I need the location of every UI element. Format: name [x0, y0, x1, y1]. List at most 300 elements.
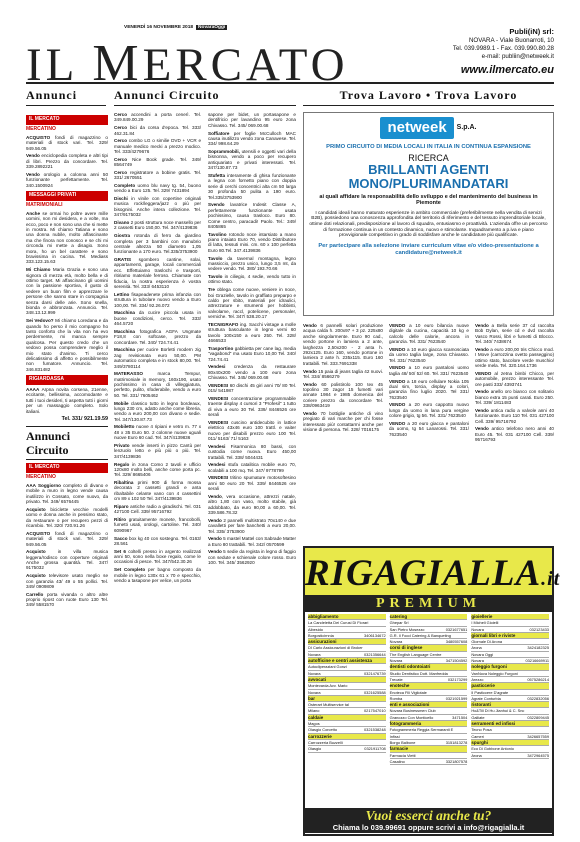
- entry-phone: 3321807578: [445, 758, 468, 764]
- ad-lead: TECNIGRAFO: [208, 321, 239, 327]
- entry-name: fotogrammeria: [389, 721, 422, 727]
- entry-name: Granozzo Con Monticello: [389, 714, 434, 720]
- ad-text: 5 mastel Mattel con Sabrade Matter a Euro 80 trattabili. Tel. 342/ 0570599: [208, 536, 296, 547]
- classified-ad: [208, 420, 296, 442]
- classified-ad: [208, 322, 296, 344]
- classified-ad: [114, 347, 201, 369]
- ad-text: 70 bottiglie antiche di vino pregiato di vari marche per chi fosse interessato più! contattarmi anche per visione di persona. Tel. 328/ 7016175: [303, 410, 383, 433]
- ad-lead: Vendo: [475, 407, 489, 413]
- netweek-logo: [309, 117, 548, 139]
- classified-ad: [208, 256, 296, 272]
- ad-text: combo LG o similie DVD + VCR e manuale medico mecki a prezzo modico. Tel. 333/4279676: [114, 138, 201, 155]
- entry-phone: 3472964575: [527, 752, 549, 758]
- ad-text: interamente di ghisa funzionante a legna con fornetto piano con doppia serie di cerchi concentrici alta cm 50 larga 30 profonda 50 pulita a 190 euro. Tel.335/3753900: [208, 172, 296, 200]
- ad-text: gabbietta per cane lag. media "vagabond" ma usato Euro 10,00 Tel. 340/ 724.74.41: [208, 345, 296, 362]
- ad-lead: Soprammobili,: [208, 149, 240, 155]
- ad-lead: Privato: [114, 442, 130, 448]
- entry-name: Albesido: [308, 626, 323, 632]
- ad-text: lavatrice Indesit Classe A, perfettamente funzionante usata pochissimo, causa trasloco. Euro 80. Come centro, paracadi! Paolo. Tel.: 349/ 8405865: [208, 202, 296, 229]
- entry-name: assicurazioni: [308, 639, 337, 645]
- ad-text: da cucire piccola usata in buone condizioni, cerco. Tel. 333/ 464.5720: [114, 310, 201, 327]
- entry-name: Arona: [471, 752, 482, 758]
- entry-name: Novara: [471, 626, 484, 632]
- ad-text: completo di divano e mobile a muro in legno vende causa inutilizzo in Cossato, come nuovo, da privato. Tel. 349/ 6576445: [26, 482, 108, 505]
- classified-ad: [114, 549, 201, 565]
- ad-lead: Tavolino: [208, 231, 227, 237]
- ad-lead: Giostra: [114, 233, 131, 239]
- entry-phone: 0322809445: [527, 714, 549, 720]
- ad-text: a 18 euro cellulare Nokia 105 dual sim, torcia, display a colori, garanzia fino luglio 2020. Tel 331/ 7623540: [389, 378, 469, 400]
- ad-text: oblega come nuove, veniere in noce, boi Grazielle, tavolo in graffiato preparpo e caldo per sbito, materiali per idraulici, attrezzature e strumenti per hobbisti, valvolame, raccl, potelicene, personaler, verniche. Tel. 347/ 538.20.17: [208, 287, 296, 320]
- classified-ad: [389, 365, 469, 376]
- ad-headline: BRILLANTI AGENTI MONO/PLURIMANDATARI: [348, 162, 509, 192]
- ad-lead: Cerco: [114, 138, 128, 144]
- entry-name: Novara: [471, 658, 484, 664]
- ad-lead: Dischi: [114, 196, 128, 202]
- entry-name: catering: [389, 614, 408, 619]
- classified-ad: [389, 379, 469, 401]
- ad-text: concentrazione programmabile traente display 4 cursori 3 "Profesil" 1 tutto di viva a euro 30 Tel. 339/ 8446526 ore serali: [208, 395, 296, 418]
- entry-name: Trecate: [389, 676, 403, 682]
- entry-phone: 0321625588: [364, 689, 386, 695]
- ad-lead: Carrello: [26, 591, 44, 597]
- ad-text: a euro 200,00 tris Chicco mod. I Move (carrozzina ovetto passeggino) ottimo stato, bacolore verde muschio/ verde mela. Tel. 320.164.1736: [475, 346, 554, 369]
- ad-lead: Vendo: [208, 549, 222, 555]
- classified-ad: [26, 135, 108, 151]
- classified-ad: [475, 389, 554, 405]
- classified-ad: [208, 287, 296, 319]
- classified-ad: [26, 211, 108, 265]
- ad-lead: Mobiletto: [114, 424, 135, 430]
- ad-text: se ormai ho poltre avere mille uomini, non mi desidera, e a volte, ma ecco, poco e non sono una che si mette in mostra. Mi chiamo Tatiana e sono una donna nubile, molto affascinante ma che finora non conosco e se chi mi circonda mi mette a disagio. Sono mora, ho un bel carattere e sono bravissima in cucina. Tel. Mediass 333.123.15.63: [26, 210, 108, 265]
- ad-text: in zona Como 2 tavoli e ufficio 120x80 molto belli, anche come porta pc. Tel. 329/ 8665406: [114, 461, 201, 478]
- classified-ad: [208, 364, 296, 380]
- ad-text: in vinile con copertine originali musica rock/leggera/jazz o più per bisognini. Anche intera collezione. Tel. 347/9175032: [114, 196, 201, 218]
- classified-ad: [389, 402, 469, 418]
- ad-text: antica radio a valvole anni 40 funzionante. Euro 110 Tel. 031 427100 Cell. 339/ 95716792: [475, 407, 554, 424]
- ad-text: 2 pannelli multistrato 70x140 e due cavalletti per fare banchetti a euro 20,00. Tel. 335/ 3753900: [208, 517, 296, 534]
- entry-name: Arezzo: [471, 676, 484, 682]
- ad-lead: VENDO: [389, 365, 406, 371]
- ad-lead: Mobile: [114, 400, 129, 406]
- entry-name: Arona: [471, 645, 482, 651]
- classified-ad: [475, 371, 554, 387]
- ad-lead: VENDO: [389, 378, 406, 384]
- entry-name: Carrozzeria Buzzelli: [308, 739, 343, 745]
- ad-lead: Tavolo: [208, 255, 223, 261]
- entry-name: Tecno Posa: [471, 727, 492, 733]
- entry-name: Borgo Balbone: [389, 739, 416, 745]
- entry-name: carrozzerie: [308, 733, 332, 739]
- classified-ad: [114, 424, 201, 440]
- entry-name: corsi di inglese: [389, 645, 423, 651]
- category-label: MERCATINO: [26, 125, 56, 132]
- classified-ad: [114, 183, 201, 194]
- directory-entry: [308, 746, 386, 752]
- ad-text: anello oro bianco con solitario bianco extra 15 punti carati. Euro 250. Tel. 339/ 1811483: [475, 389, 554, 406]
- entry-phone: 0321476739: [364, 670, 386, 676]
- ad-lead: Stufetta: [208, 172, 226, 178]
- directory-column: [308, 614, 386, 806]
- classified-ad: [114, 462, 201, 478]
- classified-ad: [114, 517, 201, 533]
- entry-name: Novara: [389, 639, 403, 645]
- ad-lead: Vendo: [475, 426, 489, 432]
- ad-lead: VENDO: [389, 323, 406, 328]
- ad-lead: Lettino: [114, 291, 130, 297]
- ad-text: 60 dischi 45 giri anni 70/ 80 Tel. 015/ 541987: [208, 382, 296, 394]
- issue-date: [124, 25, 227, 31]
- classified-ad: [114, 329, 201, 345]
- entry-name: Studio Dentistico Dott. Manfredda: [389, 670, 448, 676]
- ad-text: box kg 40 con sostegno. Tel. 0163/ 28.561: [114, 535, 201, 546]
- entry-name: Novara Oggi: [471, 651, 494, 657]
- ad-text: rotonda di ferro da giardino completa per 3 bambini con manubrio centrale altezza 50 diametro 1,05 funzionante a 170 euro. Tel.335/3753900: [114, 233, 201, 255]
- classified-ad: [303, 369, 383, 380]
- ad-text: sapone per bidet, un portasapone e dentifricio per lavandino 95 euro zona Chivasso. Tel. 345/ 069.00.68: [208, 112, 296, 128]
- classified-ad: [208, 536, 296, 547]
- entry-phone: 032123433: [529, 626, 549, 632]
- category-label: MERCATINO: [26, 473, 56, 480]
- ad-text: utensili e oggetti vari della bisnonna, vendo a poco per recupero antiquariato e privati interessati. Tel. 347/130.87.73: [208, 149, 296, 171]
- entry-name: I Micheli Gioielli: [471, 620, 499, 626]
- ad-text: bici da corsa d'epoca. Tel. 333/ 462.31.84: [114, 125, 201, 136]
- entry-name: Agrate Conturbia: [471, 695, 501, 701]
- classified-ad: [26, 592, 108, 608]
- entry-name: Casalino: [389, 758, 405, 764]
- classified-ad: [208, 202, 296, 229]
- ad-lead: Macchina: [114, 328, 135, 334]
- ad-cta[interactable]: Per partecipare alla selezione inviare curriculum vitae e/o video-presentazione a candidature@netweek.it: [318, 242, 539, 256]
- phone-callout: Tel. 331/ 921.19.59: [61, 416, 108, 423]
- entry-phone: 3471504592: [445, 658, 468, 664]
- edition-badge: NovaraOggi: [198, 25, 226, 30]
- publisher-phone: Tel. 039.9989.1 - Fax. 039.990.80.28: [452, 44, 554, 52]
- entry-name: The English Language Centre: [389, 651, 442, 657]
- entry-name: Il Pasticcere D'agrate: [471, 689, 509, 695]
- ad-lead: Acquisto: [26, 549, 46, 555]
- ad-lead: Trasportino: [208, 345, 234, 351]
- entry-name: farmacie: [389, 746, 409, 752]
- ad-lead: Completo: [114, 182, 136, 188]
- column-5: [389, 323, 469, 543]
- classified-ad: [208, 346, 296, 362]
- ad-text: per bagno composto da mobile in legno 130x 61 x 70 e specchio, vendo a tasapone per velice, un porta: [114, 567, 201, 583]
- entry-name: Novara: [308, 689, 321, 695]
- category-bar: IL MERCATO: [26, 115, 108, 125]
- entry-name: Novara: [308, 651, 321, 657]
- ad-lead: AAAA: [26, 387, 40, 393]
- entry-name: Eco Di Gobbone Antonio: [471, 746, 514, 752]
- ad-text: 2 posti struttura noce massello per 2 cassetti Euro 150,00. Tel. 347/4139836: [114, 219, 201, 231]
- entry-name: enoteche: [389, 683, 410, 689]
- ad-text: biciclette vecchie modelli uomo e donna anche in pessimo stato, da restaurare o per recupero pezzi di ricambio. Tel. 320/ 720.91.26: [26, 506, 108, 529]
- entry-name: Milano: [308, 708, 320, 714]
- classified-ad: [208, 173, 296, 200]
- ad-text: accendini a porta cenerì. Tel. 349.849.00.29: [114, 112, 201, 123]
- ad-lead: Cerco: [114, 125, 128, 131]
- ad-lead: Set Completo: [114, 567, 146, 573]
- ad-lead: Macchina: [114, 310, 135, 316]
- entry-name: Romba: [389, 695, 403, 701]
- ad-lead: Vendesi: [208, 462, 226, 468]
- ad-ricerca: RICERCA: [408, 152, 449, 163]
- ad-lead: Sei Vedovo?: [26, 318, 54, 324]
- netweek-logo-mark: netweek: [380, 117, 453, 139]
- entry-name: Magos: [308, 721, 320, 727]
- ad-text: cuscino antidecubito in lattice elettrico 43x46 euro 100 trattl. e vaiter nuovo per disabili prezzo euro 100 Tel. 011/ 5163/ 71/ 5163: [208, 419, 296, 442]
- column-4: [303, 323, 383, 543]
- ad-lead: Soffiatore: [208, 130, 230, 136]
- column-3: [208, 112, 296, 837]
- ad-lead: Vendo: [475, 389, 489, 395]
- ad-text: 5 sedie da regista in legno di faggio con sedute e schienale colore rosso. Euro 100. Tel. 345/ 3562920: [208, 549, 296, 566]
- logo-il: IL: [26, 39, 77, 91]
- rigagialla-contact[interactable]: Chiama lo 039.99691 oppure scrivi a info@rigagialla.it: [305, 823, 552, 833]
- entry-name: dentisti odontoiatri: [389, 664, 431, 670]
- issue-date-text: VENERDÌ 16 NOVEMBRE 2018: [124, 25, 194, 30]
- entry-name: giornali libri e riviste: [471, 632, 516, 638]
- ad-text: fondi di magazzino o materiali di stock vari. Tel. 329/ 949.56.05: [26, 134, 108, 151]
- entry-phone: 3406134672: [364, 632, 386, 638]
- classified-ad: [475, 347, 554, 369]
- entry-name: Fotogrammeria Reggia Sermaranti E: [389, 727, 454, 733]
- ad-lead: Svendo: [208, 202, 225, 208]
- entry-name: Infissi: [389, 733, 400, 739]
- rigagialla-suffix: .it: [541, 568, 561, 590]
- ad-lead: AAA Soggiorno: [26, 482, 61, 488]
- classified-ad: [26, 153, 108, 169]
- ad-lead: Cerco: [114, 169, 128, 175]
- category-bar: IL MERCATO: [26, 463, 108, 473]
- ad-lead: VENDESI: [208, 395, 229, 401]
- classified-ad: [208, 494, 296, 516]
- classified-ad: [26, 387, 108, 414]
- column-2: [114, 112, 201, 837]
- column-1: [26, 112, 108, 837]
- classified-ad: [26, 531, 108, 547]
- ad-lead: VENDESI: [208, 382, 229, 388]
- ad-text: Maria Grazia e sono una signora di mezza età, molto bella e di ottimo target. Mi affascinano gli uomini con la passione sportiva, il gusto di vedere un buon film e apprezzare le persone che sanno stare in compagnia senza darsi delle arie. Sono snella, bionda e abbronzata. Annuncio. Tel. 348.13.12.999: [26, 267, 108, 316]
- entry-name: Olasgio: [308, 746, 322, 752]
- classified-ad: [475, 323, 554, 345]
- ad-lead: Vendo: [208, 493, 222, 499]
- ad-lead: Vendo: [475, 346, 489, 352]
- ad-lead: VENDO: [389, 402, 406, 408]
- classified-ad: [208, 112, 296, 128]
- classified-ad: [26, 483, 108, 505]
- ad-text: fotografica AGFA Ungmate F18,8 con softcase, prezzo da concordare. Tel. 340/ 724.74.41: [114, 328, 201, 345]
- classified-ad: [303, 382, 383, 409]
- publisher-name: Publi(iN) srl:: [509, 27, 554, 36]
- classified-ad: [114, 401, 201, 423]
- ad-text: da tavernal montagna, legno massiccio, prezzo unico, lungo 3,5 mt, da vedere vendo. Tel. 380/ 193.70.66: [208, 255, 296, 272]
- ad-lead: VENDESI: [208, 419, 229, 425]
- ad-lead: MATERASSO: [114, 371, 144, 377]
- masthead-rule: [26, 82, 554, 84]
- ad-text: a 20 euro giacca e pantaloni da uomo, tg 54 Lanarossi. Tel. 331/ 7623540: [389, 420, 469, 437]
- classified-ad: [389, 323, 469, 345]
- ads-list: [26, 483, 108, 608]
- column-6: [475, 323, 554, 543]
- ad-lead: Riparo: [114, 503, 129, 509]
- entry-name: enti e associazioni: [389, 702, 430, 708]
- entry-name: Ho&Till Di Hu Jianhui & C. Snc: [471, 708, 525, 714]
- ad-text: fondi di magazzino o materiali di stock vari. Tel. 329/ 949.56.05: [26, 530, 108, 547]
- entry-name: Giornale Di Arona: [471, 639, 503, 645]
- ad-text: orologio a colonna anni 50 funzionante perfettamente. Tel. 340.1500924: [26, 171, 108, 188]
- classified-ad: [26, 318, 108, 372]
- classified-ad: [389, 347, 469, 363]
- entry-name: Enoteca Fili Vigliotale: [389, 689, 427, 695]
- publisher-address: NOVARA - Viale Buonarroti, 10: [468, 36, 554, 44]
- directory-column: [471, 614, 549, 806]
- classified-ad: [114, 292, 201, 308]
- classified-ad: [208, 475, 296, 491]
- entry-phone: 3424182325: [527, 645, 549, 651]
- ad-lead: Mi Chiamo: [26, 267, 51, 273]
- entry-name: Ghepar Srl: [389, 620, 409, 626]
- classified-ad: [114, 196, 201, 218]
- messages-list: [26, 211, 108, 372]
- classified-ad: [114, 233, 201, 255]
- ad-lead: Vendo: [26, 171, 40, 177]
- entry-phone: 0321911708: [364, 746, 386, 752]
- ad-lead: GRATIS: [114, 257, 132, 263]
- entry-phone: 3426657559: [527, 733, 549, 739]
- ad-text: antico telefono nero anni 40 Euro 45. Tel. 031 427100 Cell. 339/ 95716793: [475, 426, 554, 443]
- entry-name: gioiellerie: [471, 614, 493, 619]
- logo-rest: ERCATO: [142, 39, 349, 91]
- entry-name: Montevarda Avv. Mario: [308, 683, 348, 689]
- ad-lead: Vendo: [208, 536, 222, 542]
- classified-ad: [114, 138, 201, 154]
- entry-name: DI Carlo Assicurazioni di Broker: [308, 645, 363, 651]
- entry-name: ristoranti: [471, 702, 491, 708]
- classified-ad: [26, 549, 108, 571]
- ad-lead: ACQUISTO: [26, 134, 51, 140]
- ad-lead: Regalo: [114, 461, 130, 467]
- classified-ad: [303, 411, 383, 433]
- classified-ad: [114, 536, 201, 547]
- ad-lead: Acquisto: [26, 506, 46, 512]
- classified-ad: [208, 131, 296, 147]
- classified-ad: [114, 371, 201, 398]
- entry-name: Novara: [308, 670, 321, 676]
- classified-ad: [114, 125, 201, 136]
- ad-text: per cucire Borletti modern zig zag revisionata euro 50,00. PM automatico completa e in stock 80,00. Tel. 349/3780114: [114, 347, 201, 369]
- rigagialla-logo: [305, 548, 561, 596]
- ad-text: vende inserti in pizzo Cantù per lenzuolo letto e più più o più. Tel. 347/4139836: [114, 442, 201, 459]
- ad-lead: Cerco: [114, 156, 128, 162]
- ad-lead: Sacco: [114, 535, 128, 541]
- ad-text: a 20 euro cappotto nuovo lungo da uomo in lana pura vergine colore grigio, tg 56. Tel. 331/ 7623540: [389, 402, 469, 419]
- section-trova-lavoro: Trova Lavoro • Trova Lavoro: [303, 88, 554, 106]
- entry-name: noleggio furgoni: [471, 664, 507, 670]
- publisher-email[interactable]: e-mail: publiin@netweek.it: [481, 52, 554, 60]
- entry-name: Autocliperaziani Gonzi: [308, 664, 347, 670]
- entry-phone: 3480557608: [445, 639, 468, 645]
- classified-ad: [114, 480, 201, 502]
- entry-phone: 03216669911: [525, 658, 549, 664]
- rigagialla-ad: [303, 546, 561, 836]
- ad-text: a 10 euro giacca scamosciata da uomo taglia large, zona Chivasso. Tel. 331/ 7623540: [389, 346, 469, 363]
- classified-ad: [26, 267, 108, 316]
- ad-subheadline: ai quali affidare la responsabilità dello sviluppo e del mantenimento del business in Piemonte: [319, 193, 538, 207]
- ad-lead: Tre: [208, 287, 215, 293]
- entry-name: VanNova Noleggio Furgoni: [471, 670, 518, 676]
- category-bar: RIGIARDASSA: [26, 375, 108, 385]
- classified-ad: [114, 443, 201, 459]
- ad-text: uomo blu navy tg. 54, buono vendo a Euro 125. Tel. 329/ 7431894: [114, 182, 201, 194]
- ad-text: in villa musica leggera/rodisco con coperture originali Anche grossa quantità. Tel. 347/ 9175032: [26, 549, 108, 571]
- entry-name: San Pietro Mosezzo: [389, 626, 425, 632]
- ad-lead: Acquisto: [26, 573, 46, 579]
- entry-name: Galliate: [471, 714, 485, 720]
- classified-ad: [208, 149, 296, 171]
- entry-name: La Candeletta Dei Curusi Di Fiorari: [308, 620, 369, 626]
- classified-ad: [475, 408, 554, 424]
- ad-lead: Set 6: [114, 548, 126, 554]
- entry-name: pasticcerie: [471, 683, 495, 689]
- entry-name: G.R. Il Food Catering & Banqueting: [389, 632, 451, 638]
- ad-lead: Vendo: [475, 323, 489, 328]
- ad-lead: Vendo: [303, 323, 317, 328]
- classified-ad: [389, 421, 469, 437]
- rigagialla-directory: [305, 612, 552, 808]
- classified-ad: [208, 383, 296, 394]
- ad-text: a 10 euro bilancia nuove digitale da cucina, capacità 10 kg e calcolo delle calorie, ancora in garanzia. Tel. 331/ 7623540: [389, 323, 469, 345]
- entry-phone: 3151813278: [445, 739, 468, 745]
- ad-lead: Tavolo: [208, 274, 223, 280]
- publisher-contacts: [414, 27, 554, 77]
- category-bar: MESSAGGI PRIVATI: [26, 191, 108, 201]
- classified-ad: [208, 274, 296, 285]
- ad-text: Arpna novita corsena, 21enne, eccitante, bellissima, accomodante e tutti i tuoi desideri, ti aspetta tutti i giorni per un massaggio completo. Solo italiani.: [26, 387, 108, 414]
- entry-phone: 0321356644: [364, 651, 386, 657]
- classified-ad: [208, 518, 296, 534]
- section-annunci: Annunci: [26, 88, 106, 106]
- publisher-website[interactable]: www.ilmercato.eu: [460, 63, 554, 76]
- entry-phone: 0321677651: [445, 626, 468, 632]
- ad-lead: Vendesi: [208, 443, 226, 449]
- classified-ad: [114, 220, 201, 231]
- classified-ad: [26, 172, 108, 188]
- ad-text: 6 pannelli solari produzione acqua calda h. 200x97 + 3 pz. 225x80 anche singolarmente. Euro 90 cad., vendo portone in lamiera a 2 ante, larghezza 2,50x200 - 2 anta h. 292x125. Euro 160, vendo portone in lamiera 2 ante h. 235x115. Euro 160 trattabili. Tel. 333.7691338: [303, 323, 383, 366]
- entry-name: abbigliamento: [308, 614, 339, 619]
- rigagialla-banner: [305, 548, 561, 612]
- ad-text: Fisarmonica 80 bassi, con custodia come nuova. Euro 450,00 trattabili. Tel. 338/ 5044431: [208, 443, 296, 460]
- classified-ad: [114, 112, 201, 123]
- ad-lead: ACQUISTO: [26, 530, 51, 536]
- directory-column: [390, 614, 468, 806]
- ad-text: nuove 4 ripiani e vetro m. 77 x 48 x 35 Euro 50. 2 colonne nuove uguali nuove Euro 60 cad. Tel. 347/4139836: [114, 424, 201, 441]
- classified-ad: [208, 444, 296, 460]
- entry-name: autofficine e centri assistenza: [308, 658, 373, 664]
- ad-text: antiche radio a giradischi. Tel. 031 427100 Cell. 339/ 95716792: [114, 503, 201, 515]
- entry-name: Cameri: [471, 733, 484, 739]
- classified-ad: [114, 170, 201, 181]
- ads-list: [26, 135, 108, 188]
- classified-ad: [114, 504, 201, 515]
- entry-phone: 0321538248: [364, 727, 386, 733]
- entry-name: Borgosticirnnia: [308, 632, 334, 638]
- ad-lead: Ritiro: [114, 517, 126, 523]
- ad-text: fisapeadenete prima infanzia con struttura in tubolare nuovo vendo a Euro 100,00. Tel. 334/ 92.26.072: [114, 291, 201, 308]
- ad-text: marca Tempur, matrimoniale in memory, 160x190, usato pochissimo in casa di villeggiatura, perfetto, pulito, sfoderabile, vendo a euro 50. Tel. 331/ 7605462: [114, 371, 201, 398]
- entry-phone: 0322832056: [527, 695, 549, 701]
- rigagialla-premium: PREMIUM: [305, 595, 552, 612]
